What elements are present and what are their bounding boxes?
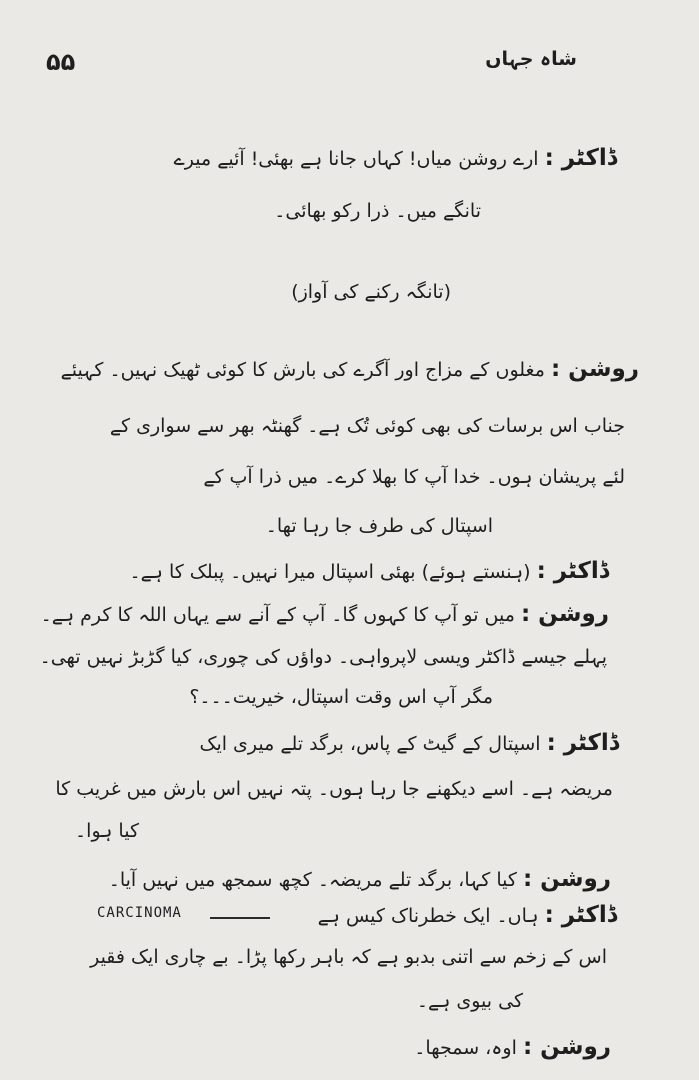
line-text: (ہنستے ہوئے) بھئی اسپتال میرا نہیں۔ پبلک کا ہے۔ [129, 561, 537, 583]
line-text: (تانگہ رکنے کی آواز) [291, 281, 451, 303]
line-text: کی بیوی ہے۔ [416, 990, 523, 1012]
dialogue-line [199, 732, 619, 755]
line-text: پہلے جیسے ڈاکٹر ویسی لاپرواہی۔ دواؤں کی چوری، کیا گڑبڑ نہیں تھی۔ [39, 646, 607, 668]
speaker-label: روشن : [520, 601, 609, 627]
page-number: ۵۵ [46, 48, 76, 76]
dialogue-line [40, 648, 607, 667]
dialogue-line [110, 417, 625, 436]
line-text: ہاں۔ ایک خطرناک کیس ہے [317, 905, 545, 927]
line-text: اسپتال کی طرف جا رہا تھا۔ [265, 515, 493, 537]
stage-direction [291, 283, 451, 302]
speaker-label: ڈاکٹر : [544, 902, 617, 928]
line-text: ارے روشن میاں! کہاں جانا ہے بھئی! آئیے میرے [173, 148, 545, 170]
dialogue-line [55, 780, 613, 799]
line-text: مگر آپ اس وقت اسپتال، خیریت۔۔۔؟ [189, 686, 493, 708]
line-text: اوہ، سمجھا۔ [414, 1037, 523, 1059]
annotation-carcinoma: CARCINOMA [97, 905, 182, 921]
dialogue-line [109, 868, 611, 891]
annotation-underline [210, 917, 270, 919]
line-text: لئے پریشان ہوں۔ خدا آپ کا بھلا کرے۔ میں ذرا آپ کے [203, 466, 625, 488]
running-header-title: شاہ جہاں [485, 48, 577, 70]
speaker-label: ڈاکٹر : [544, 145, 617, 171]
dialogue-line [174, 147, 617, 170]
line-text: مریضہ ہے۔ اسے دیکھنے جا رہا ہوں۔ پتہ نہیں اس بارش میں غریب کا [55, 778, 613, 800]
line-text: تانگے میں۔ ذرا رکو بھائی۔ [274, 200, 481, 222]
dialogue-line [189, 688, 493, 707]
line-text: کیا کہا، برگد تلے مریضہ۔ کچھ سمجھ میں نہیں آیا۔ [108, 869, 523, 891]
speaker-label: ڈاکٹر : [546, 730, 619, 756]
line-text: اس کے زخم سے اتنی بدبو ہے کہ باہر رکھا پڑا۔ بے چاری ایک فقیر [90, 946, 607, 968]
speaker-label: روشن : [550, 356, 639, 382]
line-text: جناب اس برسات کی بھی کوئی تُک ہے۔ گھنٹہ بھر سے سواری کے [109, 415, 625, 437]
line-text: میں تو آپ کا کہوں گا۔ آپ کے آنے سے یہاں اللہ کا کرم ہے۔ [40, 604, 521, 626]
line-text: اسپتال کے گیٹ کے پاس، برگد تلے میری ایک [199, 733, 547, 755]
line-text: مغلوں کے مزاج اور آگرے کی بارش کا کوئی ٹھیک نہیں۔ کہیئے [60, 359, 551, 381]
speaker-label: ڈاکٹر : [536, 558, 609, 584]
speaker-label: روشن : [522, 1034, 611, 1060]
dialogue-line [75, 822, 139, 841]
dialogue-line [61, 358, 639, 381]
speaker-label: روشن : [522, 866, 611, 892]
dialogue-line [414, 1036, 611, 1059]
dialogue-line [318, 904, 617, 927]
dialogue-line [274, 202, 481, 221]
dialogue-line [417, 992, 523, 1011]
line-text: کیا ہوا۔ [75, 820, 139, 842]
dialogue-line [90, 948, 607, 967]
dialogue-line [203, 468, 625, 487]
dialogue-line [41, 603, 609, 626]
dialogue-line [266, 517, 493, 536]
dialogue-line [130, 560, 610, 583]
